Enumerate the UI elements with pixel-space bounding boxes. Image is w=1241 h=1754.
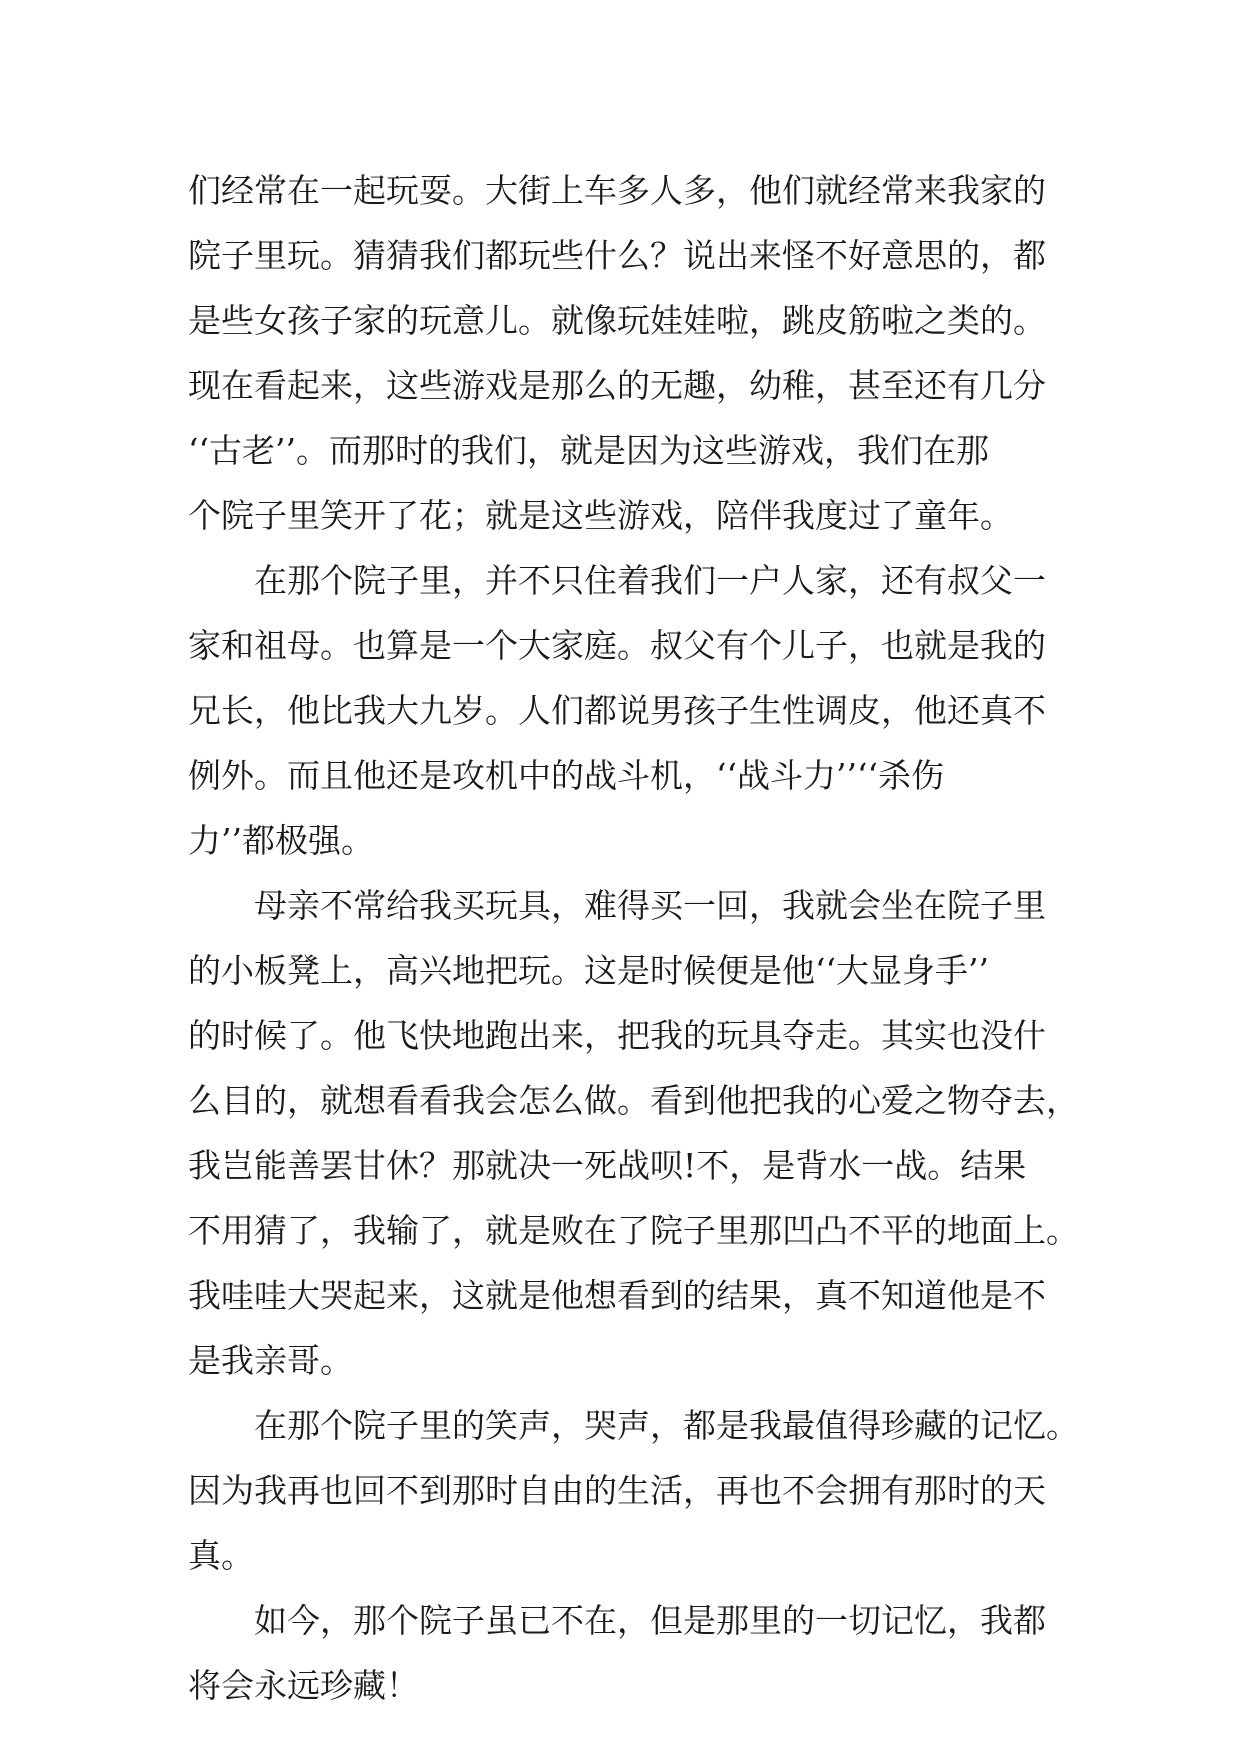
paragraph-first-line: 在那个院子里，并不只住着我们一户人家，还有叔父一: [254, 561, 1046, 600]
paragraph-first-line: 在那个院子里的笑声，哭声，都是我最值得珍藏的记忆。: [254, 1406, 1079, 1445]
text-line: 家和祖母。也算是一个大家庭。叔父有个儿子，也就是我的: [188, 626, 1046, 665]
text-line: 兄长，他比我大九岁。人们都说男孩子生性调皮，他还真不: [188, 691, 1046, 730]
text-line: 我岂能善罢甘休？那就决一死战呗!不，是背水一战。结果: [188, 1146, 1027, 1185]
text-line: 真。: [188, 1536, 254, 1575]
paragraph-first-line: 母亲不常给我买玩具，难得买一回，我就会坐在院子里: [254, 886, 1046, 925]
text-line: 的时候了。他飞快地跑出来，把我的玩具夺走。其实也没什: [188, 1016, 1046, 1055]
essay-body: [188, 158, 1079, 1718]
text-line: 例外。而且他还是攻机中的战斗机，‘‘战斗力’’‘‘杀伤: [188, 756, 944, 795]
text-line: 院子里玩。猜猜我们都玩些什么？说出来怪不好意思的，都: [188, 236, 1046, 275]
text-line: 个院子里笑开了花；就是这些游戏，陪伴我度过了童年。: [188, 496, 1013, 535]
text-line: 么目的，就想看看我会怎么做。看到他把我的心爱之物夺去，: [188, 1081, 1079, 1120]
text-line: 现在看起来，这些游戏是那么的无趣，幼稚，甚至还有几分: [188, 366, 1046, 405]
text-line: 我哇哇大哭起来，这就是他想看到的结果，真不知道他是不: [188, 1276, 1046, 1315]
text-line: 将会永远珍藏！: [188, 1666, 419, 1705]
text-line: 是我亲哥。: [188, 1341, 353, 1380]
text-line: 不用猜了，我输了，就是败在了院子里那凹凸不平的地面上。: [188, 1211, 1079, 1250]
text-line: ‘‘古老’’。而那时的我们，就是因为这些游戏，我们在那: [188, 431, 989, 470]
text-line: 因为我再也回不到那时自由的生活，再也不会拥有那时的天: [188, 1471, 1046, 1510]
paragraph-first-line: 如今，那个院子虽已不在，但是那里的一切记忆，我都: [254, 1601, 1046, 1640]
text-line: 是些女孩子家的玩意儿。就像玩娃娃啦，跳皮筋啦之类的。: [188, 301, 1046, 340]
text-line: 力’’都极强。: [188, 821, 374, 860]
text-line: 们经常在一起玩耍。大街上车多人多，他们就经常来我家的: [188, 171, 1046, 210]
text-line: 的小板凳上，高兴地把玩。这是时候便是他‘‘大显身手’’: [188, 951, 989, 990]
